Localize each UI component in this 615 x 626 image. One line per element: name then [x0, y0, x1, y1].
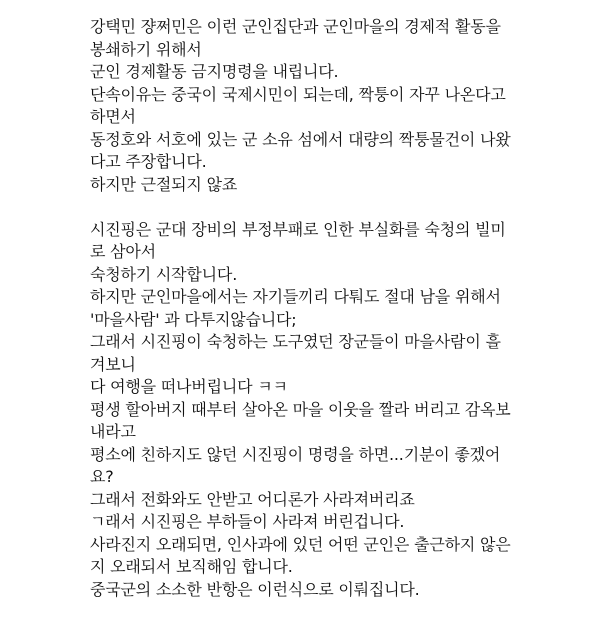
text-line: 그래서 전화와도 안받고 어디론가 사라져버리죠 [90, 489, 415, 509]
text-line: 그래서 시진핑이 숙청하는 도구였던 장군들이 마을사람이 흘 [90, 332, 501, 351]
text-line: 다고 주장합니다. [90, 152, 207, 171]
text-line: 요? [90, 467, 114, 486]
text-line: 겨보니 [90, 354, 136, 374]
text-line: 하면서 [90, 107, 136, 126]
text-line: 숙청하기 시작합니다. [90, 264, 238, 284]
post-body [90, 16, 590, 601]
paragraph-gap [90, 196, 590, 219]
text-line: 시진핑은 군대 장비의 부정부패로 인한 부실화를 숙청의 빌미 [90, 219, 506, 239]
text-line: 하지만 근절되지 않죠 [90, 174, 238, 194]
text-line: 봉쇄하기 위해서 [90, 39, 202, 59]
paragraph-1 [90, 16, 590, 196]
text-line: 중국군의 소소한 반항은 이런식으로 이뤄집니다. [90, 579, 420, 599]
text-line: 군인 경제활동 금지명령을 내립니다. [90, 62, 339, 81]
text-line: 단속이유는 중국이 국제시민이 되는데, 짝퉁이 자꾸 나온다고 [90, 84, 506, 104]
text-line: 동정호와 서호에 있는 군 소유 섬에서 대량의 짝퉁물건이 나왔 [90, 129, 511, 149]
text-line: 다 여행을 떠나버립니다 ㅋㅋ [90, 377, 288, 396]
text-line: 지 오래되서 보직해임 합니다. [90, 557, 293, 576]
text-line: 하지만 군인마을에서는 자기들끼리 다퉈도 절대 남을 위해서 [90, 287, 501, 306]
text-line: 로 삼아서 [90, 242, 156, 261]
text-line: 사라진지 오래되면, 인사과에 있던 어떤 군인은 출근하지 않은 [90, 534, 511, 554]
text-line: '마을사람' 과 다투지않습니다; [90, 309, 297, 329]
text-line: 평생 할아버지 때부터 살아온 마을 이웃을 짤라 버리고 감옥보 [90, 399, 511, 419]
text-line: 강택민 쟝쩌민은 이런 군인집단과 군인마을의 경제적 활동을 [90, 17, 501, 36]
paragraph-2 [90, 219, 590, 602]
text-line: ㄱ래서 시진핑은 부하들이 사라져 버린겁니다. [90, 512, 405, 531]
text-line: 평소에 친하지도 않던 시진핑이 명령을 하면...기분이 좋겠어 [90, 444, 501, 464]
text-line: 내라고 [90, 422, 136, 441]
